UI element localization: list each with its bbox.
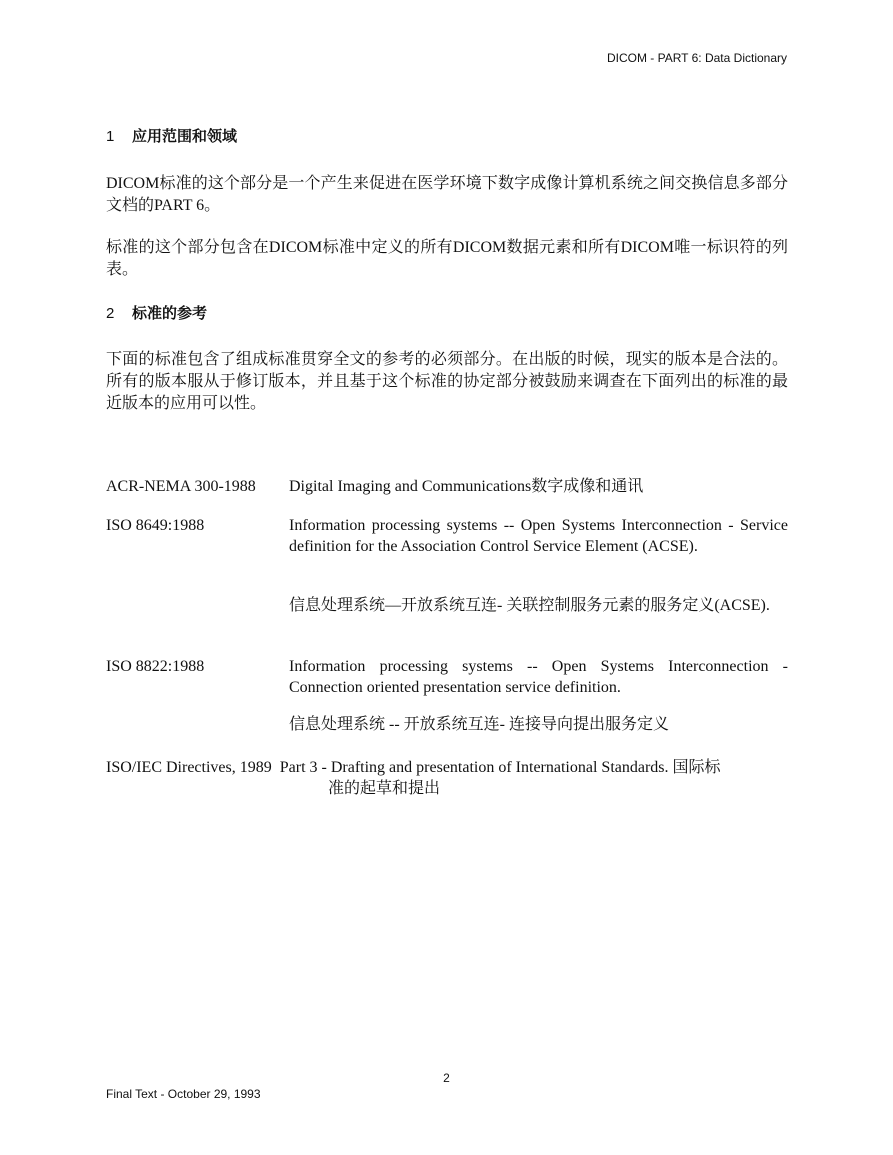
reference-description: Information processing systems -- Open Systems Interconnection - Connection oriented presentation service definition. xyxy=(289,658,788,696)
reference-description-chinese: 信息处理系统 -- 开放系统互连- 连接导向提出服务定义 xyxy=(289,716,669,733)
reference-code: ISO 8649:1988 xyxy=(106,517,205,534)
section-number: 2 xyxy=(106,305,115,322)
reference-description-chinese: 信息处理系统—开放系统互连- 关联控制服务元素的服务定义(ACSE). xyxy=(289,597,770,614)
section-heading-1 xyxy=(106,125,237,146)
section-title: 应用范围和领域 xyxy=(132,128,238,145)
section-heading-2 xyxy=(106,302,207,323)
paragraph-scope: DICOM标准的这个部分是一个产生来促进在医学环境下数字成像计算机系统之间交换信息多部分文档的PART 6。 xyxy=(106,175,788,214)
reference-entry-iso-iec xyxy=(106,757,788,799)
footer-text: Final Text - October 29, 1993 xyxy=(106,1087,261,1101)
paragraph-contents: 标准的这个部分包含在DICOM标准中定义的所有DICOM数据元素和所有DICOM唯一标识符的列表。 xyxy=(106,239,788,278)
reference-code: ACR-NEMA 300-1988 xyxy=(106,478,256,495)
reference-description: Digital Imaging and Communications数字成像和通讯 xyxy=(289,478,644,495)
section-number: 1 xyxy=(106,128,115,145)
reference-line: ISO/IEC Directives, 1989 Part 3 - Drafting and presentation of International Standards. 国际标 xyxy=(106,759,721,776)
section-title: 标准的参考 xyxy=(132,305,208,322)
running-header: DICOM - PART 6: Data Dictionary xyxy=(606,51,787,65)
reference-line-continued: 准的起草和提出 xyxy=(328,780,441,797)
page-number: 2 xyxy=(443,1071,450,1085)
reference-description: Information processing systems -- Open Systems Interconnection - Service definition for the Association Control Service Element (ACSE). xyxy=(289,517,788,555)
paragraph-references-intro: 下面的标准包含了组成标准贯穿全文的参考的必须部分。在出版的时候，现实的版本是合法的。所有的版本服从于修订版本，并且基于这个标准的协定部分被鼓励来调查在下面列出的标准的最近版本的应用可以性。 xyxy=(106,351,788,412)
reference-code: ISO 8822:1988 xyxy=(106,658,205,675)
